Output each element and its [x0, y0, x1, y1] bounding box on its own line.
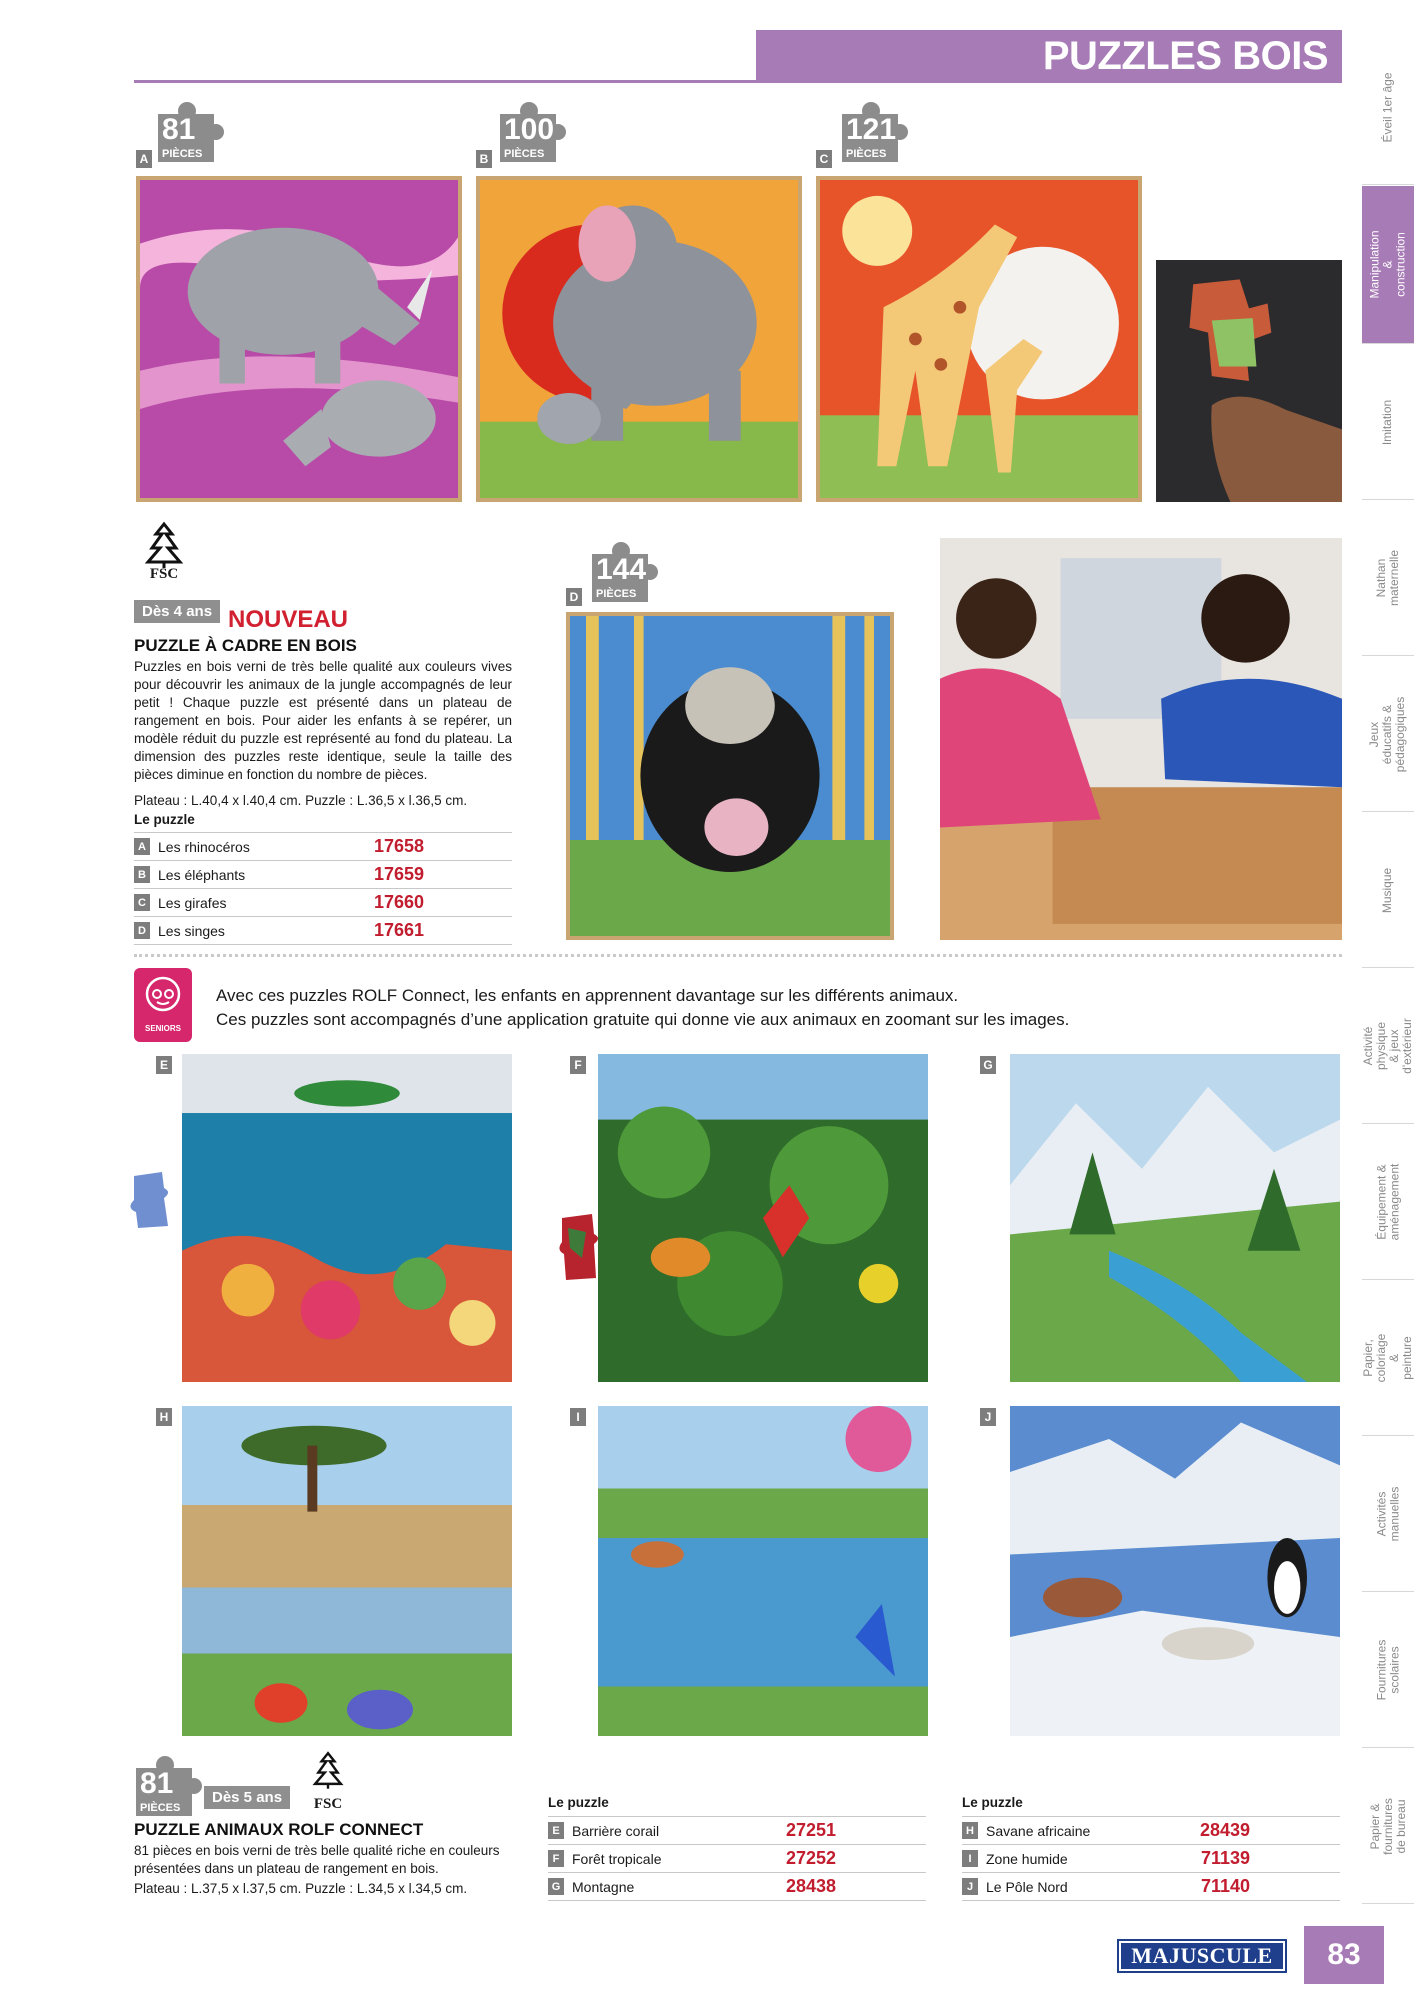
seniors-label: SENIORS: [144, 1024, 181, 1033]
row-ref: 17659: [373, 864, 424, 884]
row-ref: 71140: [1200, 1876, 1250, 1896]
row-letter: A: [134, 838, 150, 855]
row-name: Forêt tropicale: [572, 1850, 662, 1867]
section-separator: [134, 954, 1342, 957]
table-row: [962, 1873, 1340, 1901]
row-ref: 27251: [785, 1820, 836, 1840]
piece-count-badge: [500, 102, 564, 162]
table-row: [548, 1845, 926, 1873]
tab-label: Imitation: [1380, 399, 1395, 445]
age-badge: Dès 4 ans: [134, 600, 220, 623]
piece-count: 121: [846, 113, 897, 146]
row-letter: C: [134, 894, 150, 911]
table-header: Le puzzle: [134, 812, 195, 827]
giraffe-puzzle-image: [816, 176, 1142, 502]
child-hand-puzzle-piece-photo: [1156, 260, 1342, 502]
piece-count: 100: [504, 113, 555, 146]
row-ref: 17661: [373, 920, 424, 940]
variant-letter: I: [570, 1408, 586, 1426]
tab-label: Éveil 1er âge: [1380, 71, 1395, 143]
variant-letter: H: [156, 1408, 172, 1426]
header-rule: [134, 80, 1342, 83]
variant-letter: C: [816, 150, 832, 168]
variant-letter: F: [570, 1056, 586, 1074]
row-letter: H: [962, 1822, 978, 1839]
tab-nathan[interactable]: [1362, 501, 1414, 656]
table-row: [134, 917, 512, 945]
piece-count-badge: [136, 1756, 200, 1816]
piece-unit: PIÈCES: [846, 148, 887, 160]
tropical-forest-puzzle-image: [598, 1054, 928, 1382]
piece-unit: PIÈCES: [504, 148, 545, 160]
table-header: Le puzzle: [962, 1795, 1023, 1810]
elephant-puzzle-image: [476, 176, 802, 502]
table-row: [134, 861, 512, 889]
row-letter: E: [548, 1822, 564, 1839]
variant-letter: B: [476, 150, 492, 168]
piece-count-badge: [842, 102, 906, 162]
tab-jeux-educatifs[interactable]: [1362, 657, 1414, 812]
reference-table: [134, 832, 512, 945]
row-ref: 27252: [785, 1848, 836, 1868]
tab-label: Fournitures scolaires: [1374, 1639, 1402, 1701]
row-ref: 71139: [1200, 1848, 1250, 1868]
tab-label: Papier & fournitures de bureau: [1367, 1797, 1408, 1855]
piece-unit: PIÈCES: [140, 1802, 181, 1814]
tab-equipement[interactable]: [1362, 1125, 1414, 1280]
row-ref: 28438: [785, 1876, 836, 1896]
row-letter: I: [962, 1850, 978, 1867]
tab-manipulation[interactable]: [1362, 186, 1414, 344]
row-name: Les éléphants: [158, 866, 246, 883]
piece-count: 144: [596, 553, 647, 586]
tab-musique[interactable]: [1362, 813, 1414, 968]
product-title: PUZZLE À CADRE EN BOIS: [134, 636, 357, 655]
tab-papier-bureau[interactable]: [1362, 1749, 1414, 1904]
product-title: PUZZLE ANIMAUX ROLF CONNECT: [134, 1820, 424, 1839]
row-name: Savane africaine: [986, 1822, 1091, 1839]
row-name: Les singes: [158, 922, 225, 939]
tab-label: Jeux éducatifs & pédagogiques: [1367, 696, 1408, 772]
reference-table: [962, 1816, 1340, 1901]
monkey-puzzle-image: [566, 612, 894, 940]
section-title: PUZZLES BOIS: [756, 30, 1342, 82]
table-row: [962, 1845, 1340, 1873]
row-letter: D: [134, 922, 150, 939]
page-number: 83: [1304, 1926, 1384, 1984]
wetland-puzzle-image: [598, 1406, 928, 1736]
seniors-badge: [134, 968, 192, 1042]
row-letter: J: [962, 1878, 978, 1895]
table-row: [548, 1817, 926, 1845]
row-name: Montagne: [572, 1878, 635, 1895]
rhino-puzzle-image: [136, 176, 462, 502]
table-row: [134, 889, 512, 917]
tab-eveil[interactable]: [1362, 30, 1414, 185]
row-name: Zone humide: [986, 1850, 1068, 1867]
variant-letter: A: [136, 150, 152, 168]
tab-label: Activités manuelles: [1374, 1486, 1402, 1542]
product-description: Puzzles en bois verni de très belle qualité aux couleurs vives pour découvrir les animaux de la jungle accompagnés de leur petit ! Chaque puzzle est présenté dans un plateau de rangement en bois. Pour aider les enfants à se repérer, un modèle réduit du puzzle est représenté au fond du plateau. La dimension des puzzles reste identique, seule la taille des pièces diminue en fonction du nombre de pièces.: [134, 659, 512, 782]
product-description: 81 pièces en bois verni de très belle qualité riche en couleurs présentées dans un plateau de rangement en bois.: [134, 1843, 500, 1876]
piece-unit: PIÈCES: [596, 588, 637, 600]
variant-letter: G: [980, 1056, 996, 1074]
piece-unit: PIÈCES: [162, 148, 203, 160]
fsc-label: FSC: [313, 1796, 343, 1812]
tab-label: Nathan maternelle: [1374, 549, 1401, 607]
children-playing-photo: [940, 538, 1342, 940]
row-ref: 17658: [373, 836, 424, 856]
brand-logo: MAJUSCULE: [1117, 1939, 1287, 1973]
tab-activites-manuelles[interactable]: [1362, 1437, 1414, 1592]
coral-reef-puzzle-image: [182, 1054, 512, 1382]
piece-count: 81: [162, 113, 196, 146]
variant-letter: E: [156, 1056, 172, 1074]
table-row: [548, 1873, 926, 1901]
piece-count: 81: [140, 1767, 174, 1800]
row-letter: B: [134, 866, 150, 883]
fsc-label: FSC: [149, 566, 179, 582]
variant-letter: J: [980, 1408, 996, 1426]
tab-imitation[interactable]: [1362, 345, 1414, 500]
tab-label: Musique: [1380, 867, 1395, 913]
reference-table: [548, 1816, 926, 1901]
new-label: NOUVEAU: [228, 606, 349, 633]
mountain-puzzle-image: [1010, 1054, 1340, 1382]
table-header: Le puzzle: [548, 1795, 609, 1810]
tab-label: Activité physique & jeux d'extérieur: [1361, 1018, 1414, 1074]
table-row: [962, 1817, 1340, 1845]
product-dimensions: Plateau : L.37,5 x l.37,5 cm. Puzzle : L.34,5 x l.34,5 cm.: [134, 1881, 468, 1896]
tab-activite-physique[interactable]: [1362, 969, 1414, 1124]
red-puzzle-piece-icon: [556, 1208, 600, 1284]
row-letter: G: [548, 1878, 564, 1895]
variant-letter: D: [566, 588, 582, 606]
row-name: Les rhinocéros: [158, 838, 250, 855]
row-ref: 17660: [373, 892, 424, 912]
north-pole-puzzle-image: [1010, 1406, 1340, 1736]
table-row: [134, 833, 512, 861]
tab-papier-coloriage[interactable]: [1362, 1281, 1414, 1436]
fsc-logo: [134, 520, 194, 582]
row-name: Le Pôle Nord: [986, 1878, 1068, 1895]
row-name: Barrière corail: [572, 1822, 660, 1839]
rolf-intro-line1: Avec ces puzzles ROLF Connect, les enfants en apprennent davantage sur les différents animaux.: [216, 986, 959, 1005]
fsc-logo: [298, 1750, 358, 1814]
tab-label: Papier, coloriage & peinture: [1361, 1333, 1414, 1383]
african-savanna-puzzle-image: [182, 1406, 512, 1736]
rolf-intro-line2: Ces puzzles sont accompagnés d’une application gratuite qui donne vie aux animaux en zoomant sur les images.: [216, 1010, 1070, 1029]
tab-label: Manipulation & construction: [1367, 230, 1408, 299]
blue-puzzle-piece-icon: [124, 1168, 172, 1232]
tab-label: Équipement & aménagement: [1374, 1163, 1401, 1241]
product-dimensions: Plateau : L.40,4 x l.40,4 cm. Puzzle : L.36,5 x l.36,5 cm.: [134, 793, 468, 808]
piece-count-badge: [592, 542, 656, 602]
row-ref: 28439: [1199, 1820, 1250, 1840]
age-badge: Dès 5 ans: [204, 1786, 290, 1809]
piece-count-badge: [158, 102, 222, 162]
row-name: Les girafes: [158, 894, 227, 911]
tab-fournitures-scolaires[interactable]: [1362, 1593, 1414, 1748]
row-letter: F: [548, 1850, 564, 1867]
